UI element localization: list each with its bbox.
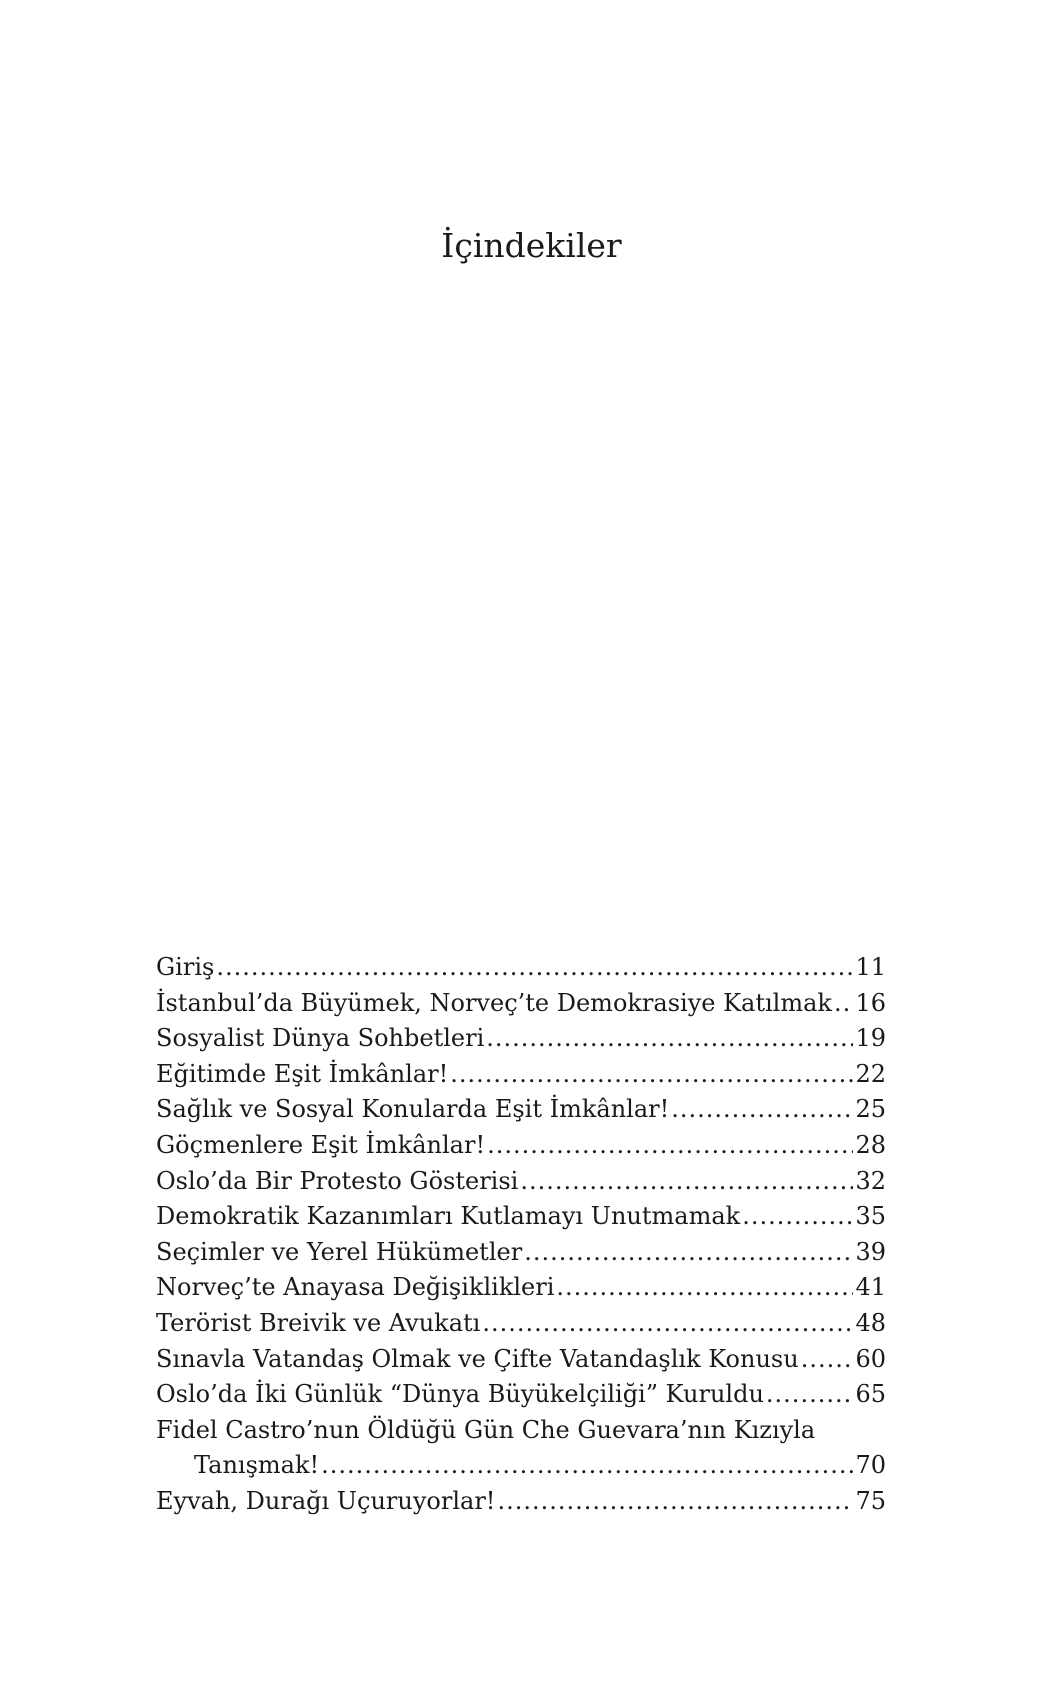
toc-entry bbox=[156, 1128, 886, 1164]
toc-entry-page: 35 bbox=[855, 1202, 886, 1231]
toc-entry-title: Seçimler ve Yerel Hükümetler bbox=[156, 1237, 523, 1266]
toc-entry-page: 11 bbox=[855, 953, 886, 981]
toc-entry-page: 70 bbox=[855, 1451, 886, 1480]
toc-entry-page: 16 bbox=[855, 988, 886, 1017]
toc-entry-title: Terörist Breivik ve Avukatı bbox=[156, 1308, 481, 1337]
toc-dot-leader bbox=[766, 1377, 854, 1413]
toc-dot-leader bbox=[486, 1021, 853, 1057]
toc-entry bbox=[156, 1377, 886, 1413]
toc-entry-page: 41 bbox=[855, 1273, 886, 1302]
toc-entry bbox=[156, 1092, 886, 1128]
toc-entry bbox=[156, 1235, 886, 1271]
toc-dot-leader bbox=[497, 1484, 853, 1520]
toc-entry-page: 65 bbox=[855, 1380, 886, 1409]
toc-entry-title: Demokratik Kazanımları Kutlamayı Unutmamak bbox=[156, 1202, 741, 1231]
toc-entry bbox=[156, 1484, 886, 1520]
toc-entry bbox=[156, 1413, 886, 1484]
toc-entry-title: Göçmenlere Eşit İmkânlar! bbox=[156, 1130, 486, 1159]
toc-entry-title: İstanbul’da Büyümek, Norveç’te Demokrasiye Katılmak bbox=[156, 988, 832, 1017]
toc-entry bbox=[156, 986, 886, 1022]
toc-entry-title: Oslo’da Bir Protesto Gösterisi bbox=[156, 1166, 519, 1195]
toc-dot-leader bbox=[321, 1448, 853, 1484]
toc-entry-title: Sınavla Vatandaş Olmak ve Çifte Vatandaşlık Konusu bbox=[156, 1344, 799, 1373]
toc-entry bbox=[156, 1164, 886, 1200]
toc-entry bbox=[156, 1057, 886, 1093]
toc-entry-title: Oslo’da İki Günlük “Dünya Büyükelçiliği” Kuruldu bbox=[156, 1380, 764, 1409]
toc-entry bbox=[156, 1199, 886, 1235]
toc-entry bbox=[156, 1306, 886, 1342]
toc-dot-leader bbox=[450, 1057, 853, 1093]
toc-entry bbox=[156, 1270, 886, 1306]
table-of-contents bbox=[156, 950, 886, 1520]
toc-entry-page: 19 bbox=[855, 1024, 886, 1053]
toc-entry-page: 48 bbox=[855, 1308, 886, 1337]
toc-entry-title: Eyvah, Durağı Uçuruyorlar! bbox=[156, 1486, 496, 1515]
toc-dot-leader bbox=[482, 1306, 853, 1342]
toc-dot-leader bbox=[671, 1092, 853, 1128]
toc-entry bbox=[156, 1342, 886, 1378]
toc-dot-leader bbox=[524, 1235, 853, 1271]
page-title: İçindekiler bbox=[441, 226, 622, 265]
toc-entry-page: 22 bbox=[855, 1059, 886, 1088]
toc-entry-page: 32 bbox=[855, 1166, 886, 1195]
toc-entry bbox=[156, 1021, 886, 1057]
toc-dot-leader bbox=[216, 950, 853, 986]
toc-entry-title: Giriş bbox=[156, 953, 215, 981]
toc-entry-title: Norveç’te Anayasa Değişiklikleri bbox=[156, 1273, 555, 1302]
toc-entry-title: Sağlık ve Sosyal Konularda Eşit İmkânlar! bbox=[156, 1095, 670, 1124]
toc-dot-leader bbox=[556, 1270, 853, 1306]
toc-entry bbox=[156, 950, 886, 986]
toc-dot-leader bbox=[834, 986, 854, 1022]
toc-entry-title-line-2: Tanışmak! bbox=[194, 1451, 320, 1480]
toc-entry-page: 60 bbox=[855, 1344, 886, 1373]
toc-entry-page: 28 bbox=[855, 1130, 886, 1159]
toc-dot-leader bbox=[742, 1199, 853, 1235]
toc-entry-title: Eğitimde Eşit İmkânlar! bbox=[156, 1059, 449, 1088]
toc-entry-title: Sosyalist Dünya Sohbetleri bbox=[156, 1024, 485, 1053]
toc-dot-leader bbox=[801, 1342, 854, 1378]
toc-dot-leader bbox=[520, 1164, 853, 1200]
toc-entry-page: 25 bbox=[855, 1095, 886, 1124]
toc-dot-leader bbox=[487, 1128, 853, 1164]
toc-entry-page: 39 bbox=[855, 1237, 886, 1266]
toc-entry-title-line-1: Fidel Castro’nun Öldüğü Gün Che Guevara’nın Kızıyla bbox=[156, 1415, 816, 1444]
toc-entry-page: 75 bbox=[855, 1486, 886, 1515]
